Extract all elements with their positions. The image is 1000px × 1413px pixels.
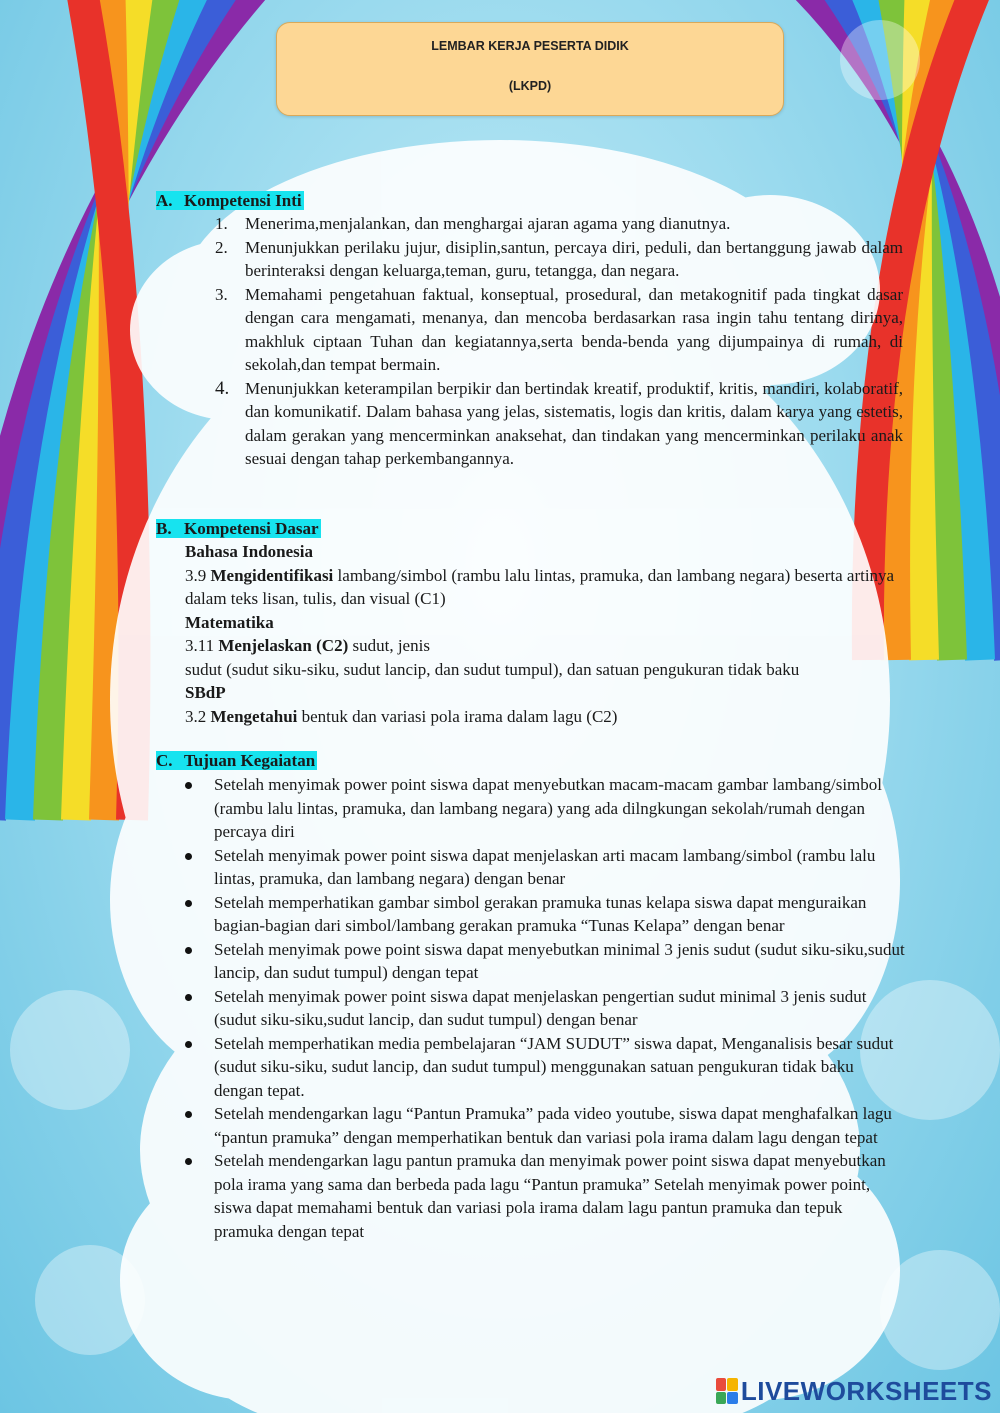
section-c-heading — [156, 749, 317, 773]
list-item: 4. Menunjukkan keterampilan berpikir dan bertindak kreatif, produktif, kritis, mandiri, kolaboratif, dan komunikatif. Dalam bahasa yang jelas, sistematis, logis dan kritis, dalam karya yang estetis, dalam gerakan yang mencerminkan anaksehat, dan tindakan yang mencerminkan perilaku anak sesuai dengan tahap perkembangannya. — [215, 377, 903, 468]
list-item: Setelah mendengarkan lagu pantun pramuka dan menyimak power point siswa dapat menyebutkan pola irama yang sama dan berbeda pada lagu “Pantun pramuka” Setelah menyimak power point, siswa dapat memahami bentuk dan variasi pola irama dalam lagu pantun pramuka dan tepuk pramuka dengan tepat — [185, 1149, 905, 1243]
subject-bahasa-indonesia: Bahasa Indonesia — [185, 542, 314, 561]
liveworksheets-watermark — [716, 1373, 992, 1409]
bullet-icon — [185, 994, 192, 1001]
list-item: Setelah menyimak power point siswa dapat menjelaskan arti macam lambang/simbol (rambu lalu lintas, pramuka, dan lambang negara) dengan benar — [185, 844, 905, 891]
kompetensi-inti-list — [215, 212, 903, 471]
list-item: 3. Memahami pengetahuan faktual, konseptual, prosedural, dan metakognitif pada tingkat dasar dengan cara mengamati, menanya, dan mencoba berdasarkan rasa ingin tahu tentang dirinya, makhluk ciptaan Tuhan dan kegiatannya,serta benda-benda yang dijumpainya di rumah, di sekolah,dan tempat bermain. — [215, 284, 903, 374]
title-line-1: LEMBAR KERJA PESERTA DIDIK — [431, 39, 629, 53]
list-item: Setelah menyimak powe point siswa dapat menyebutkan minimal 3 jenis sudut (sudut siku-siku,sudut lancip, dan sudut tumpul) dengan tepat — [185, 938, 905, 985]
list-item: Setelah memperhatikan gambar simbol gerakan pramuka tunas kelapa siswa dapat menguraikan bagian-bagian dari simbol/lambang gerakan pramuka “Tunas Kelapa” dengan benar — [185, 891, 905, 938]
section-c-letter: C. — [156, 751, 173, 770]
section-b-letter: B. — [156, 519, 172, 538]
watermark-text: LIVEWORKSHEETS — [740, 1375, 992, 1406]
section-a-letter: A. — [156, 191, 173, 210]
subject-matematika: Matematika — [185, 612, 274, 632]
bullet-icon — [185, 1111, 192, 1118]
kd-matematika-cont: sudut (sudut siku-siku, sudut lancip, dan sudut tumpul), dan satuan pengukuran tidak baku — [185, 659, 800, 679]
list-item: 2. Menunjukkan perilaku jujur, disiplin,santun, percaya diri, peduli, dan bertanggung jawab dalam berinteraksi dengan keluarga,teman, guru, tetangga, dan negara. — [215, 237, 903, 280]
liveworksheets-logo-icon — [716, 1378, 738, 1404]
title-box — [276, 22, 784, 116]
bullet-icon — [185, 1158, 192, 1165]
section-a-heading — [156, 189, 304, 213]
list-item: 1. Menerima,menjalankan, dan menghargai ajaran agama yang dianutnya. — [215, 214, 731, 233]
bullet-icon — [185, 853, 192, 860]
kd-matematika: 3.11 Menjelaskan (C2) sudut, jenis — [185, 636, 430, 655]
section-b-title: Kompetensi Dasar — [184, 519, 319, 538]
tujuan-kegiatan-list — [185, 773, 905, 1243]
section-b-heading — [156, 517, 321, 541]
section-c-title: Tujuan Kegaiatan — [184, 751, 316, 770]
list-item: Setelah menyimak power point siswa dapat menyebutkan macam-macam gambar lambang/simbol (rambu lalu lintas, pramuka, dan lambang negara) yang ada dilngkungan sekolah/rumah dengan percaya diri — [185, 773, 905, 844]
list-item: Setelah mendengarkan lagu “Pantun Pramuka” pada video youtube, siswa dapat menghafalkan lagu “pantun pramuka” dengan memperhatikan bentuk dan variasi pola irama dalam lagu dengan tepat — [185, 1102, 905, 1149]
bullet-icon — [185, 947, 192, 954]
bullet-icon — [185, 782, 192, 789]
title-line-2: (LKPD) — [508, 79, 552, 93]
list-item: Setelah menyimak power point siswa dapat menjelaskan pengertian sudut minimal 3 jenis sudut (sudut siku-siku,sudut lancip, dan sudut tumpul) dengan benar — [185, 985, 905, 1032]
kd-sbdp: 3.2 Mengetahui bentuk dan variasi pola irama dalam lagu (C2) — [185, 706, 618, 726]
subject-sbdp: SBdP — [185, 683, 226, 702]
section-a-title: Kompetensi Inti — [184, 191, 302, 210]
kompetensi-dasar-block — [185, 540, 905, 728]
kd-bahasa-indonesia: 3.9 Mengidentifikasi lambang/simbol (rambu lalu lintas, pramuka, dan lambang negara) beserta artinya dalam teks lisan, tulis, dan visual (C1) — [185, 565, 895, 608]
bullet-icon — [185, 1041, 192, 1048]
list-item: Setelah memperhatikan media pembelajaran “JAM SUDUT” siswa dapat, Menganalisis besar sudut (sudut siku-siku, sudut lancip, dan sudut tumpul) menggunakan satuan pengukuran tidak baku dengan tepat. — [185, 1032, 905, 1103]
bullet-icon — [185, 900, 192, 907]
